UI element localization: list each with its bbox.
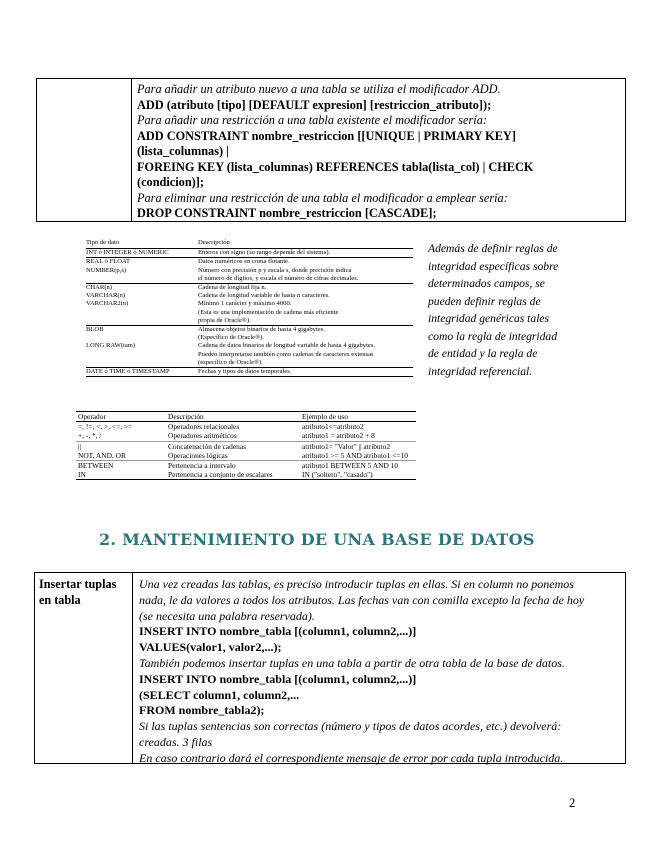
- alter-table-content: [137, 82, 621, 222]
- type-cell: INT ó INTEGER ó NUMERIC: [86, 249, 169, 257]
- code-line: FROM nombre_tabla2);: [139, 703, 265, 718]
- text-line: También podemos insertar tuplas en una tabla a partir de otra tabla de la base de datos.: [139, 655, 565, 670]
- alter-table-box: [36, 78, 626, 222]
- note-line: determinados campos, se: [428, 277, 545, 290]
- row-label-line: Insertar tuplas: [39, 577, 117, 591]
- operator-cell: BETWEEN: [78, 461, 114, 471]
- operator-cell: NOT, AND, OR: [78, 450, 126, 460]
- table-row: [86, 249, 413, 258]
- text-line: Para eliminar una restricción de una tabla el modificador a emplear sería:: [137, 190, 508, 205]
- desc-cell: Almacena objetos binarios de hasta 4 gigabytes.: [198, 326, 325, 334]
- desc-cell: Pueden interpretarse también como cadenas de caracteres extensas: [198, 350, 374, 358]
- text-line: nada, le da valores a todos los atributos. Las fechas van con comilla excepto la fecha de hoy: [139, 592, 585, 607]
- code-line: INSERT INTO nombre_tabla [(column1, column2,...)]: [139, 671, 417, 686]
- desc-cell: propia de Oracle®).: [198, 316, 251, 324]
- description-cell: Pertenencia a intervalo: [168, 461, 236, 471]
- note-line: integridad específicas sobre: [428, 259, 559, 273]
- table-divider: [132, 573, 133, 763]
- operators-table: [76, 411, 416, 480]
- type-cell: BLOB: [86, 326, 104, 334]
- desc-cell: el número de dígitos, y escala el número de cifras decimales.: [198, 274, 359, 282]
- operator-cell: +, -, *, /: [78, 431, 102, 441]
- text-line: creadas. 3 filas: [139, 734, 213, 749]
- desc-cell: Número con precisión p y escala s, donde precisión indica: [198, 266, 352, 274]
- table-divider: [131, 79, 132, 221]
- page-number: 2: [569, 796, 576, 810]
- text-line: Una vez creadas las tablas, es preciso introducir tuplas en ellas. Si en column no ponemos: [139, 577, 574, 591]
- type-cell: DATE ó TIME ó TIMESTAMP: [86, 368, 170, 376]
- table-header-row: [86, 239, 413, 249]
- code-line: (lista_columnas) |: [137, 144, 229, 158]
- table-row: [86, 258, 413, 284]
- type-cell: REAL ó FLOAT: [86, 258, 131, 266]
- column-header: Tipo de dato: [86, 239, 120, 246]
- code-line: ADD CONSTRAINT nombre_restriccion [[UNIQUE | PRIMARY KEY]: [137, 128, 516, 143]
- code-line: (condicion)];: [137, 175, 204, 189]
- table-row: [86, 326, 413, 368]
- note-line: de entidad y la regla de: [428, 347, 538, 360]
- integrity-note: [428, 240, 628, 380]
- column-header: Descripción: [198, 239, 230, 246]
- insert-tuples-box: [34, 572, 626, 764]
- note-line: pueden definir reglas de: [428, 294, 541, 308]
- note-line: Además de definir reglas de: [428, 242, 558, 255]
- operator-cell: ||: [78, 441, 81, 451]
- code-line: INSERT INTO nombre_tabla [(column1, column2,...)]: [139, 624, 417, 639]
- example-cell: atributo1 BETWEEN 5 AND 10: [302, 461, 399, 471]
- description-cell: Pertenencia a conjunto de escalares: [168, 470, 273, 480]
- code-line: DROP CONSTRAINT nombre_restriccion [CASCADE];: [137, 206, 437, 220]
- note-line: integridad referencial.: [428, 364, 533, 378]
- example-cell: atributo1<=atributo2: [302, 422, 364, 432]
- desc-cell: Fechas y tipos de datos temporales.: [198, 368, 292, 376]
- text-line: En caso contrario dará el correspondiente mensaje de error por cada tupla introducida.: [139, 750, 564, 765]
- desc-cell: (Esta es una implementación de cadena más eficiente: [198, 308, 339, 316]
- description-cell: Operadores aritméticos: [168, 431, 237, 441]
- column-header: Operador: [76, 412, 166, 422]
- code-line: (SELECT column1, column2,...: [139, 687, 300, 702]
- type-cell: [86, 334, 198, 342]
- example-cell: atributo1 = atributo2 + 8: [302, 431, 375, 441]
- description-cell: Concatenación de cadenas: [168, 441, 246, 451]
- table-row: [76, 461, 416, 480]
- code-line: ADD (atributo [tipo] [DEFAULT expresion] [restriccion_atributo]);: [137, 97, 492, 112]
- operator-cell: IN: [78, 470, 86, 480]
- table-row: [76, 422, 416, 441]
- code-line: VALUES(valor1, valor2,...);: [139, 640, 282, 655]
- note-line: integridad genéricas tales: [428, 312, 550, 325]
- desc-cell: Enteros con signo (su rango depende del sistema).: [198, 249, 331, 257]
- text-line: (se necesita una palabra reservada).: [139, 608, 315, 623]
- text-line: Para añadir una restricción a una tabla existente el modificador sería:: [137, 113, 487, 127]
- code-line: FOREING KEY (lista_columnas) REFERENCES tabla(lista_col) | CHECK: [137, 159, 534, 174]
- column-header: Descripción: [166, 412, 300, 422]
- description-cell: Operadores relacionales: [168, 422, 240, 432]
- type-cell: NUMBER(p,s): [86, 266, 127, 274]
- text-line: Para añadir un atributo nuevo a una tabla se utiliza el modificador ADD.: [137, 82, 501, 96]
- example-cell: atributo1 >= 5 AND atributo1 <=10: [302, 450, 408, 460]
- operator-cell: =, !=, <, >, <=, >=: [78, 422, 133, 432]
- insert-tuples-content: [139, 577, 621, 767]
- data-types-table: [86, 239, 413, 377]
- example-cell: IN ("soltero", "casado"): [302, 470, 373, 480]
- desc-cell: Datos numéricos en coma flotante.: [198, 258, 290, 266]
- desc-cell: Cadena de longitud variable de hasta n caracteres.: [198, 292, 330, 300]
- description-cell: Operaciones lógicas: [168, 450, 228, 460]
- column-header: Ejemplo de uso: [300, 412, 416, 422]
- row-label: [39, 577, 127, 608]
- table-row: [76, 441, 416, 460]
- text-line: Si las tuplas sentencias son correctas (número y tipos de datos acordes, etc.) devolverá:: [139, 719, 562, 734]
- desc-cell: Mínimo 1 carácter y máximo 4000.: [198, 300, 292, 308]
- desc-cell: (específico de Oracle®).: [198, 358, 263, 366]
- desc-cell: Cadena de longitud fija n.: [198, 284, 267, 292]
- section-heading: 2. MANTENIMIENTO DE UNA BASE DE DATOS: [99, 530, 535, 549]
- type-cell: CHAR(n): [86, 284, 113, 292]
- note-line: como la regla de integridad: [428, 329, 558, 343]
- table-row: [86, 284, 413, 326]
- row-label-line: en tabla: [39, 592, 81, 607]
- type-cell: VARCHAR2(n): [86, 300, 129, 308]
- table-row: [86, 368, 413, 377]
- type-cell: LONG RAW(tam): [86, 342, 136, 350]
- table-header-row: [76, 412, 416, 422]
- desc-cell: (Específico de Oracle®).: [198, 334, 264, 342]
- desc-cell: Cadena de datos binarios de longitud variable de hasta 4 gigabytes.: [198, 342, 376, 350]
- type-cell: VARCHAR(n): [86, 292, 126, 300]
- example-cell: atributo1= "Valor" || atributo2: [302, 441, 391, 451]
